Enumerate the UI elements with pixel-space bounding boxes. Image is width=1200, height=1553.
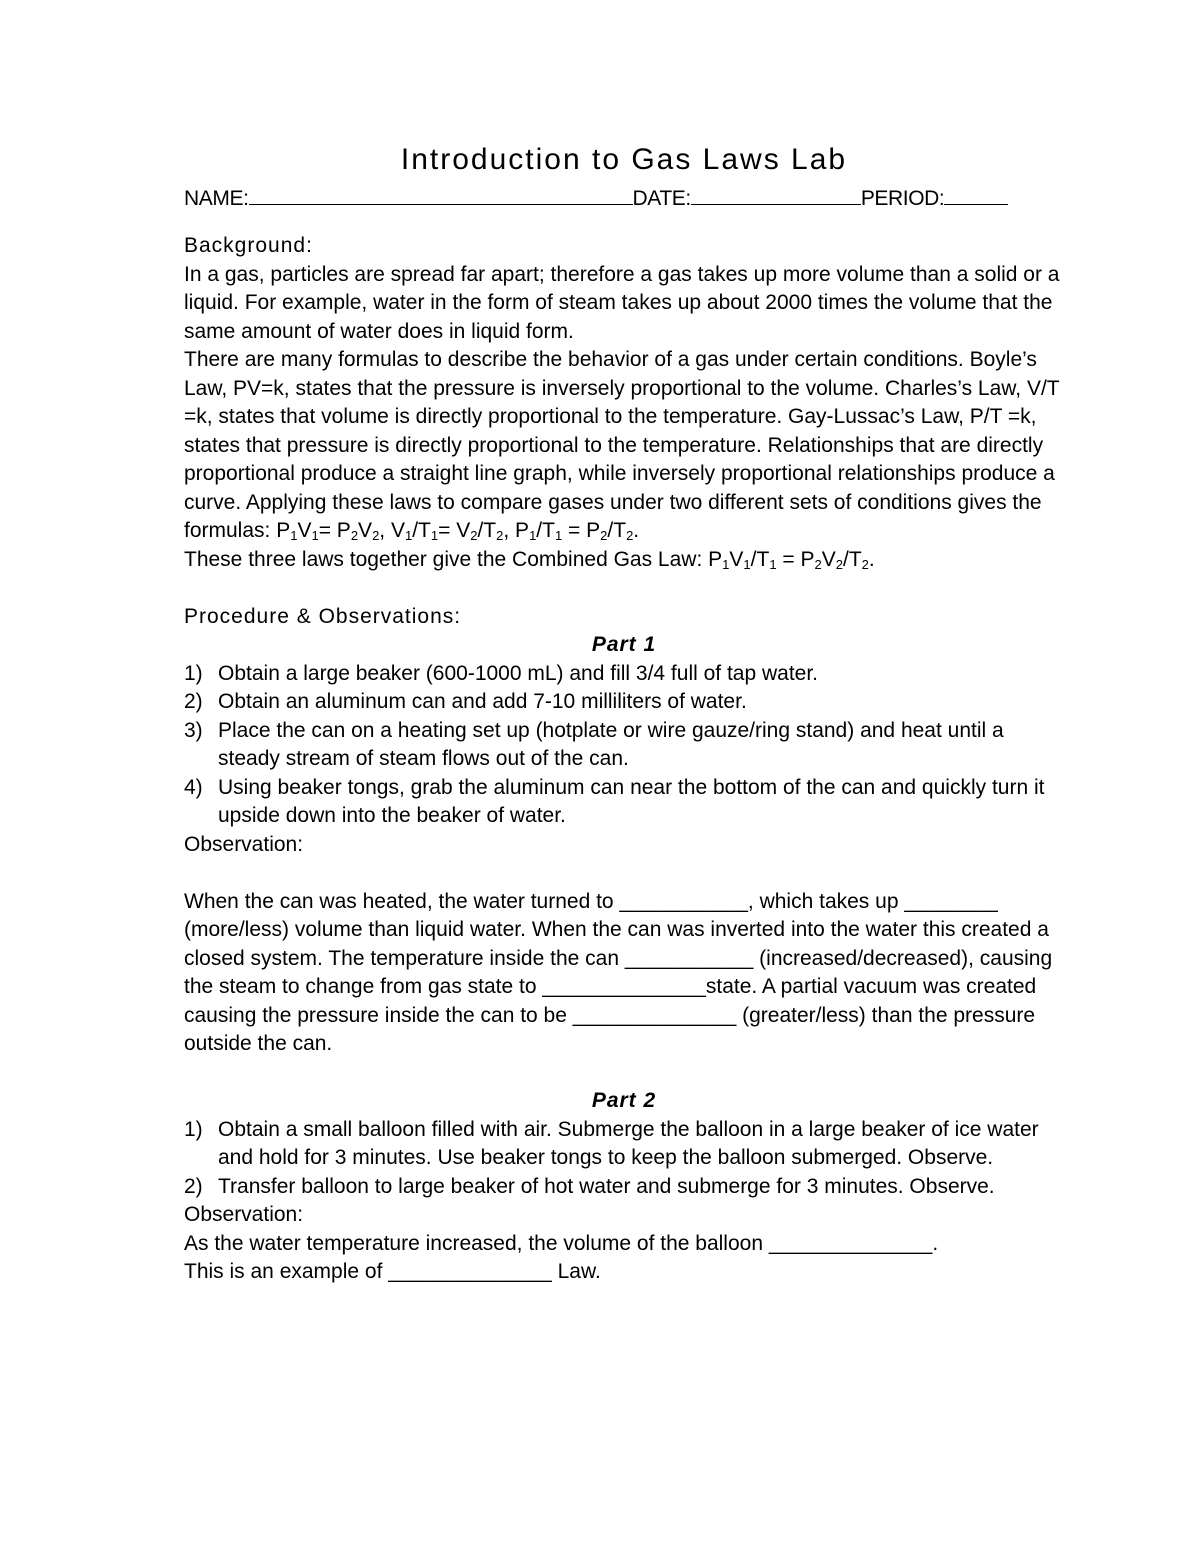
list-item: 3) Place the can on a heating set up (hotplate or wire gauze/ring stand) and heat until a steady stream of steam flows out of the can. — [184, 718, 1004, 770]
name-label: NAME: — [184, 187, 249, 210]
boyle-formula: $P_1V_1= P_2V_2$, — [276, 519, 391, 543]
pressure-blank[interactable]: ______________ — [572, 1003, 737, 1027]
steam-blank[interactable]: ___________ — [619, 889, 748, 913]
background-paragraph-2-text: There are many formulas to describe the behavior of a gas under certain conditions. Boyle’s Law, PV=k, states that the pressure is inversely proportional to the volume. Charles’s Law, V/T =k, states that volume is directly proportional to the temperature. Gay-Lussac’s Law, P/T =k, states that pressure is directly proportional to the temperature. Relationships that are directly proportional produce a straight line graph, while inversely proportional relationships produce a curve. Applying these laws to compare gases under two different sets of conditions gives the formulas: — [184, 348, 1060, 542]
combined-law-text: These three laws together give the Combined Gas Law: — [184, 547, 703, 571]
student-info-line — [184, 184, 1064, 214]
part-1-observation-text: When the can was heated, the water turned to ___________, which takes up ________ (more/less) volume than liquid water. When the can was inverted into the water this created a closed system. The temperature inside the can ___________ (increased/decreased), causing the steam to change from gas state to ______________state. A partial vacuum was created causing the pressure inside the can to be ______________ (greater/less) than the pressure outside the can. — [184, 889, 1053, 1055]
charles-formula: $V_1/T_1= V_2/T_2$, — [390, 519, 516, 543]
part-2-observation-line-1: As the water temperature increased, the volume of the balloon ______________. — [184, 1231, 939, 1255]
worksheet-page — [184, 138, 1064, 1287]
combined-gas-law-formula: $P_1V_1/T_1 = P_2V_2/T_2$. — [708, 547, 875, 572]
part-2-observation-label: Observation: — [184, 1203, 304, 1226]
gay-lussac-formula: $P_1/T_1 = P_2/T_2$. — [515, 519, 640, 543]
background-paragraph-2 — [184, 346, 1064, 546]
part-1-steps — [184, 660, 1064, 831]
background-heading: Background: — [184, 234, 313, 257]
list-item: 1) Obtain a small balloon filled with air. Submerge the balloon in a large beaker of ice water and hold for 3 minutes. Use beaker tongs to keep the balloon submerged. Observe. — [184, 1117, 1039, 1169]
date-field[interactable] — [691, 184, 861, 205]
list-item: 1) Obtain a large beaker (600-1000 mL) and fill 3/4 full of tap water. — [184, 661, 819, 685]
list-item: 2) Transfer balloon to large beaker of hot water and submerge for 3 minutes. Observe. — [184, 1174, 995, 1198]
period-field[interactable] — [944, 184, 1008, 205]
volume-blank[interactable]: ________ — [904, 889, 998, 913]
list-item: 2) Obtain an aluminum can and add 7-10 milliliters of water. — [184, 690, 747, 713]
part-2-title: Part 2 — [591, 1089, 657, 1112]
part-1-observation-label: Observation: — [184, 832, 304, 856]
part-2-observation-line-2: This is an example of ______________ Law. — [184, 1260, 601, 1283]
part-2-steps — [184, 1116, 1064, 1202]
part-1-title: Part 1 — [591, 633, 657, 656]
balloon-volume-blank[interactable]: ______________ — [768, 1231, 933, 1255]
state-blank[interactable]: ______________ — [542, 975, 706, 998]
law-name-blank[interactable]: ______________ — [388, 1260, 552, 1283]
background-paragraph-3 — [184, 546, 1064, 575]
period-label: PERIOD: — [860, 187, 945, 210]
procedure-heading: Procedure & Observations: — [184, 604, 462, 628]
name-field[interactable] — [249, 184, 633, 205]
background-paragraph-1: In a gas, particles are spread far apart; therefore a gas takes up more volume than a solid or a liquid. For example, water in the form of steam takes up about 2000 times the volume that the same amount of water does in liquid form. — [184, 262, 1060, 343]
page-title: Introduction to Gas Laws Lab — [400, 143, 848, 176]
list-item: 4) Using beaker tongs, grab the aluminum can near the bottom of the can and quickly turn it upside down into the beaker of water. — [184, 775, 1045, 827]
date-label: DATE: — [632, 187, 691, 210]
temperature-blank[interactable]: ___________ — [624, 946, 754, 970]
